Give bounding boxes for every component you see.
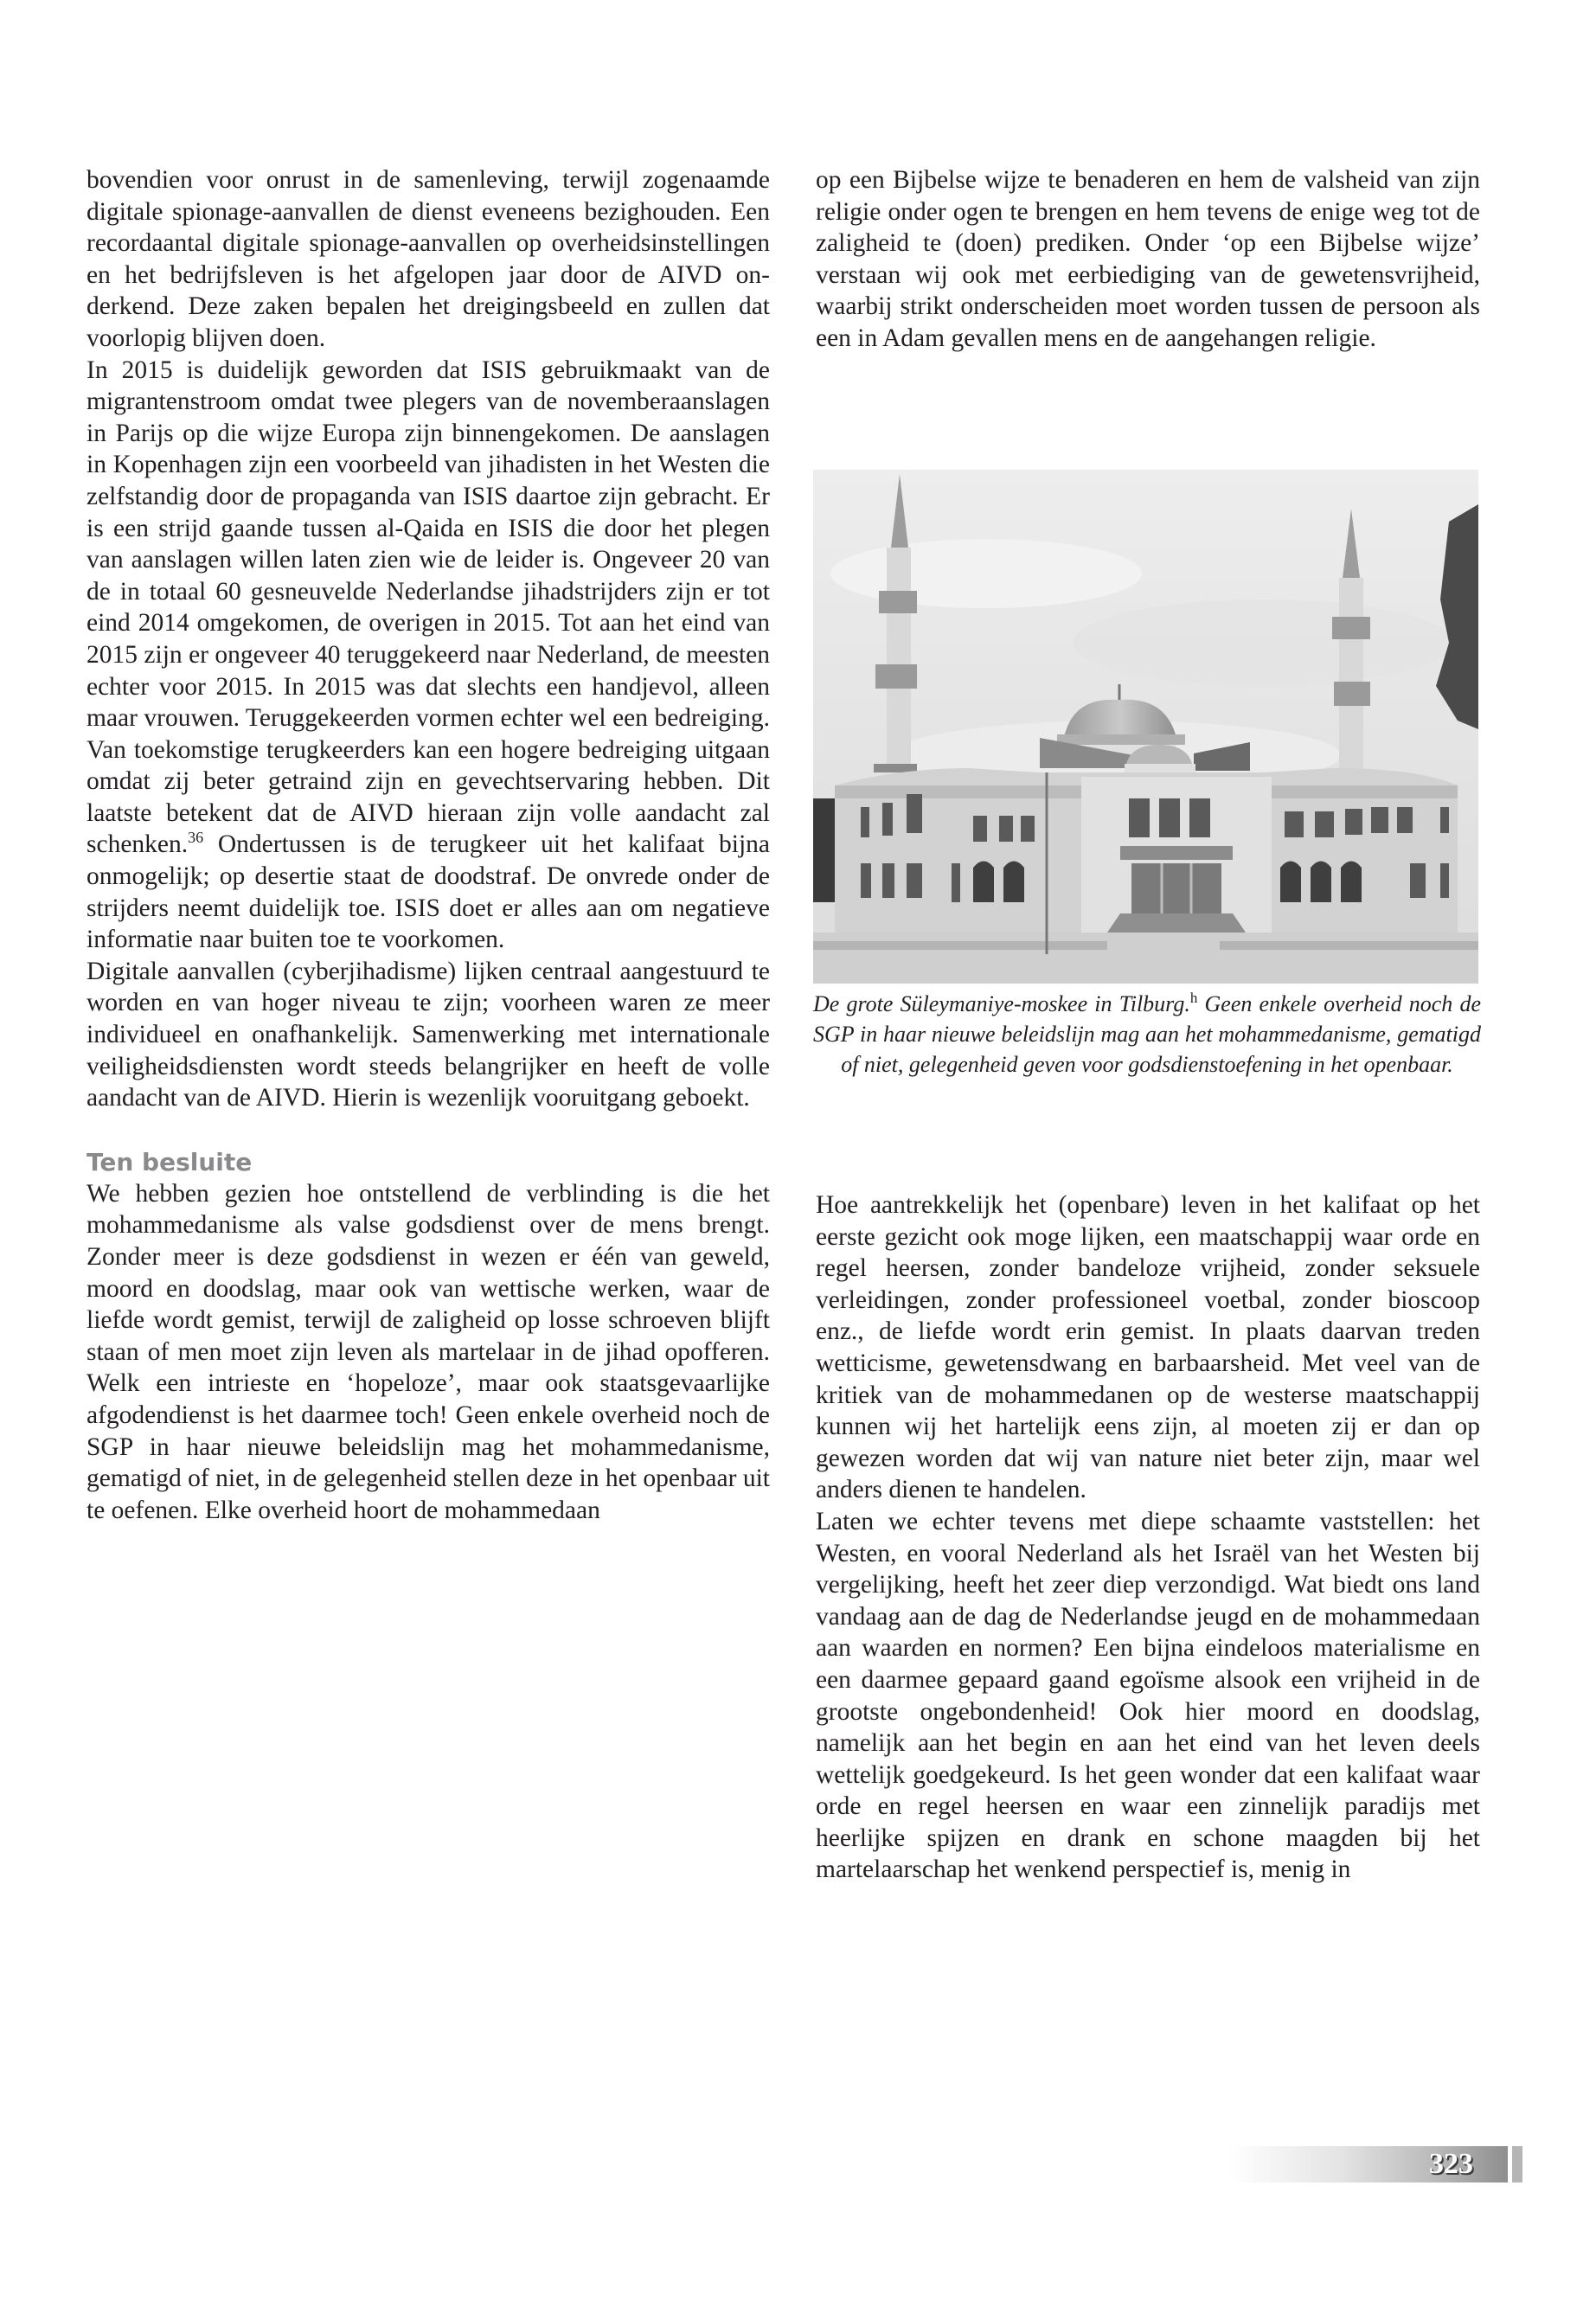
left-column	[87, 164, 770, 1526]
mosque-illustration-icon	[813, 470, 1478, 984]
paragraph-text: Ondertussen is de terugkeer uit het kalifaat bijna onmogelijk; op desertie staat de doodstraf. De onvrede onder de strijders neemt duidelijk toe. ISIS doet er alles aan om negatieve informatie naar buiten toe te voorkomen.	[87, 830, 770, 954]
section-heading: Ten besluite	[87, 1147, 253, 1176]
caption-lead: De grote Süleymaniye-moskee in Tilburg.	[813, 991, 1190, 1016]
right-column-bottom	[816, 1189, 1480, 1886]
paragraph: op een Bijbelse wijze te benaderen en hem de valsheid van zijn religie onder ogen te brengen en hem tevens de enige weg tot de zaligheid te (doen) prediken. Onder ‘op een Bijbelse wijze’ verstaan wij ook met eerbiediging van de gewetensvrijheid, waarbij strikt onderscheiden moet worden tussen de persoon als een in Adam gevallen mens en de aangehangen religie.	[816, 166, 1480, 352]
caption-text: Geen enkele overheid noch de SGP in haar nieuwe beleidslijn mag aan het mohammedanisme, gematigd of niet, gelegenheid geven voor godsdienstoefening in het openbaar.	[813, 991, 1481, 1077]
paragraph	[87, 355, 770, 956]
mosque-photo	[813, 470, 1478, 984]
paragraph-text: In 2015 is duidelijk geworden dat ISIS gebruikmaakt van de migrantenstroom omdat twee plegers van de novemberaanslagen in Parijs op die wijze Europa zijn binnengekomen. De aanslagen in Kopenhagen zijn een voorbeeld van jihadisten in het Westen die zelfstandig door de propaganda van ISIS daartoe zijn gebracht. Er is een strijd gaande tussen al-Qaida en ISIS die door het plegen van aanslagen willen laten zien wie de leider is. Ongeveer 20 van de in totaal 60 gesneuvelde Nederlandse jihadstrijders zijn er tot eind 2014 omgekomen, de overigen in 2015. Tot aan het eind van 2015 zijn er ongeveer 40 teruggekeerd naar Nederland, de meesten echter voor 2015. In 2015 was dat slechts een handjevol, alleen maar vrouwen. Teruggekeerden vormen echter wel een bedreiging. Van toekomstige terugkeerders kan een hogere bedreiging uitgaan omdat zij beter getraind zijn en gevechtservaring hebben. Dit laatste betekent dat de AIVD hieraan zijn volle aandacht zal schenken.	[87, 356, 770, 859]
caption-note-reference[interactable]: h	[1189, 990, 1198, 1006]
footnote-reference[interactable]: 36	[188, 829, 204, 847]
right-column-top	[816, 164, 1480, 355]
figure-caption	[813, 989, 1481, 1080]
page-number: 323	[1429, 2148, 1473, 2180]
paragraph: Digitale aanvallen (cyberjihadisme) lijken centraal aangestuurd te worden en van hoger niveau te zijn; voorheen waren ze meer individueel en onafhankelijk. Samenwerking met internationale veiligheidsdiensten wordt steeds belangrijker en heeft de volle aandacht van de AIVD. Hierin is wezenlijk vooruitgang geboekt.	[87, 957, 770, 1112]
paragraph: Hoe aantrekkelijk het (openbare) leven in het kalifaat op het eerste gezicht ook moge lijken, een maatschappij waar orde en regel heersen, zonder bandeloze vrijheid, zonder seksuele verleidingen, zonder professioneel voetbal, zonder bioscoop enz., de liefde wordt erin gemist. In plaats daarvan treden wetticisme, gewetensdwang en barbaarsheid. Met veel van de kritiek van de mohammedanen op de westerse maatschappij kunnen wij het hartelijk eens zijn, al moeten zij er dan op gewezen worden dat wij van nature niet beter zijn, maar wel anders dienen te handelen.	[816, 1191, 1480, 1504]
paragraph: Laten we echter tevens met diepe schaamte vaststellen: het Westen, en vooral Nederland als het Israël van het Westen bij vergelijking, heeft het zeer diep verzondigd. Wat biedt ons land vandaag aan de dag de Nederlandse jeugd en de mohammedaan aan waarden en normen? Een bijna eindeloos materialisme en een daarmee gepaard gaand egoïsme alsook een vrijheid in de grootste ongebondenheid! Ook hier moord en doodslag, namelijk aan het begin en aan het eind van het leven deels wettelijk goedgekeurd. Is het geen wonder dat een kalifaat waar orde en regel heersen en waar een zinnelijk paradijs met heerlijke spijzen en drank en schone maagden bij het martelaarschap het wenkend perspectief is, menig in	[816, 1507, 1480, 1884]
paragraph: bovendien voor onrust in de samenleving, terwijl zogenaamde digitale spionage-aanvallen de dienst eveneens bezighouden. Een recordaantal digitale spionage-aanvallen op overheidsinstellingen en het bedrijfsleven is het afgelopen jaar door de AIVD onderkend. Deze zaken bepalen het dreigingsbeeld en zullen dat voorlopig blijven doen.	[87, 166, 770, 352]
page-number-bar	[1228, 2146, 1508, 2182]
page-bar-end-block	[1512, 2146, 1522, 2182]
paragraph: We hebben gezien hoe ontstellend de verblinding is die het mohammedanisme als valse godsdienst over de mens brengt. Zonder meer is deze godsdienst in wezen er één van geweld, moord en doodslag, maar ook van wettische werken, waar de liefde wordt gemist, terwijl de zaligheid op losse schroeven blijft staan of men moet zijn leven als martelaar in de jihad opofferen. Welk een intrieste en ‘hopeloze’, maar ook staatsgevaarlijke afgodendienst is het daarmee toch! Geen enkele overheid noch de SGP in haar nieuwe beleidslijn mag het mohammedanisme, gematigd of niet, in de gelegenheid stellen deze in het openbaar uit te oefenen. Elke overheid hoort de mohammedaan	[87, 1179, 770, 1524]
